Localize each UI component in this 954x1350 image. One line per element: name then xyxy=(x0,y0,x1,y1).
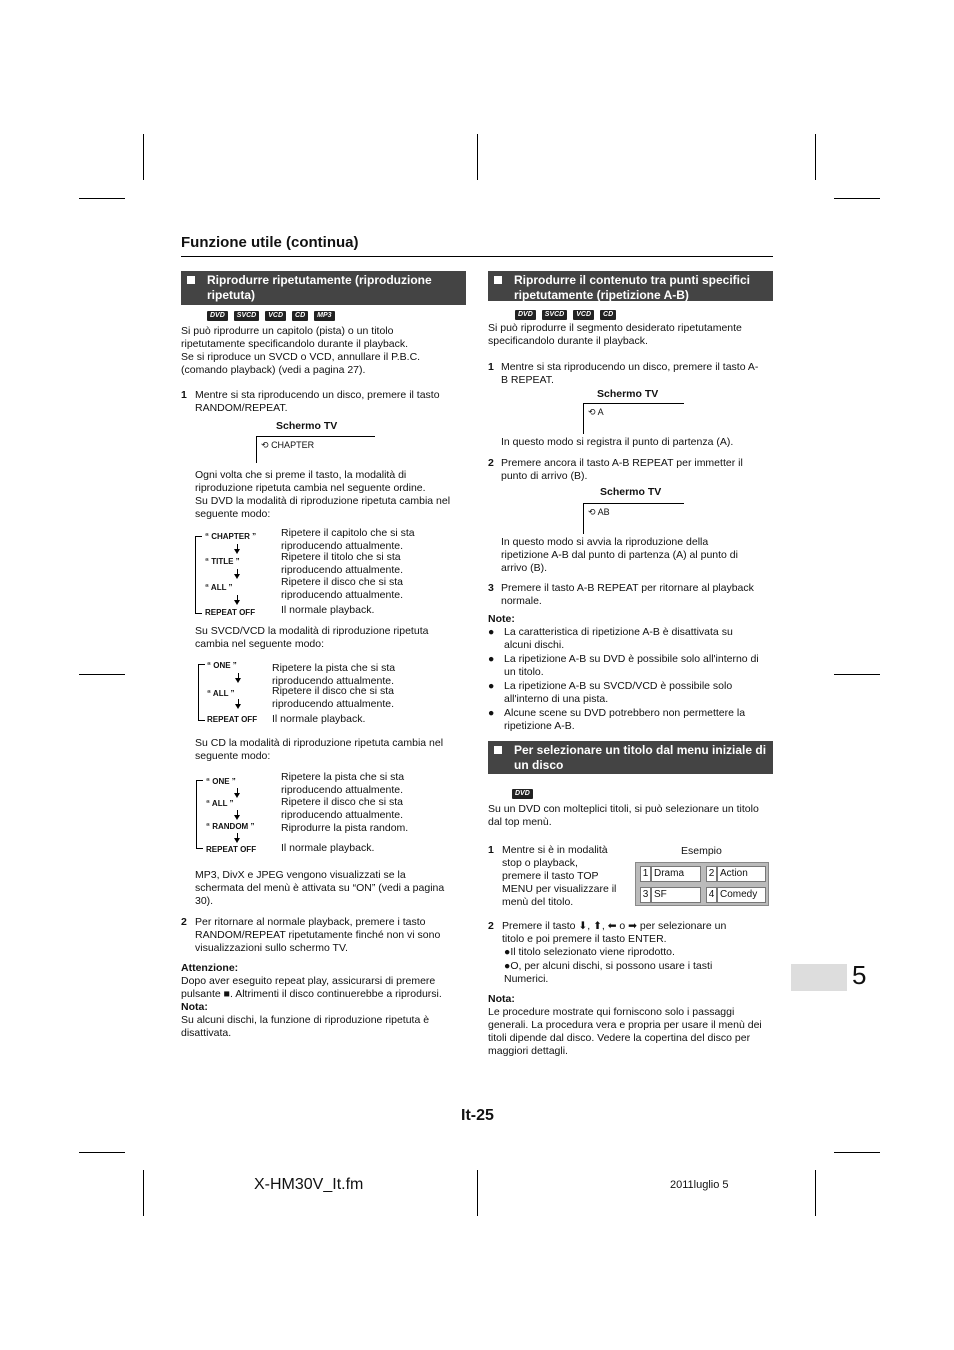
dvd-badge: DVD xyxy=(515,310,536,320)
mode-label: “ ONE ” xyxy=(207,661,237,670)
note-item: La ripetizione A-B su SVCD/VCD è possibile solo all'interno di una pista. xyxy=(504,680,733,705)
menu-title-item[interactable]: Action xyxy=(717,866,766,882)
cd-badge: CD xyxy=(292,311,308,321)
bullet-icon: ● xyxy=(488,680,495,692)
bullet-icon: ● xyxy=(488,707,495,719)
mode-label: “ RANDOM ” xyxy=(206,822,255,831)
header-rule xyxy=(181,256,773,257)
section-title: Per selezionare un titolo dal menu iniziale di un disco xyxy=(514,743,767,772)
mode-label: “ CHAPTER ” xyxy=(205,532,257,541)
down-arrow-icon xyxy=(235,704,241,709)
dvd-badge: DVD xyxy=(207,311,228,321)
mp3-badge: MP3 xyxy=(314,311,334,321)
page-title: Funzione utile (continua) xyxy=(181,234,359,251)
cycle-loop xyxy=(198,664,205,721)
footer-filename: X-HM30V_It.fm xyxy=(254,1176,364,1193)
down-arrow-icon xyxy=(234,574,240,579)
mode-desc: Il normale playback. xyxy=(281,604,375,616)
step-text: Per ritornare al normale playback, premere i tasto RANDOM/REPEAT ripetutamente finché non vi sono visualizzazioni sullo schermo TV. xyxy=(195,916,441,954)
disc-badges xyxy=(207,311,335,321)
vcd-badge: VCD xyxy=(573,310,594,320)
crop-mark xyxy=(143,1170,144,1216)
mode-label: REPEAT OFF xyxy=(205,608,256,617)
mode-label: REPEAT OFF xyxy=(207,715,258,724)
note-item: La ripetizione A-B su DVD è possibile solo all'interno di un titolo. xyxy=(504,653,759,678)
svcd-badge: SVCD xyxy=(542,310,567,320)
step-number: 1 xyxy=(181,389,187,401)
step-text: Mentre si sta riproducendo un disco, premere il tasto RANDOM/REPEAT. xyxy=(195,389,440,414)
screen-text: A xyxy=(597,407,604,417)
after-screen-text: In questo modo si avvia la riproduzione della ripetizione A-B dal punto di partenza (A) al punto di arrivo (B). xyxy=(501,536,738,574)
nota-text: Le procedure mostrate qui forniscono solo i passaggi generali. La procedura vera e propria per usare il menù dei titoli dipende dal disco. Vedere la copertina del disco per maggiori dettagli. xyxy=(488,1006,762,1057)
menu-number: 4 xyxy=(706,887,717,903)
tv-screen xyxy=(583,403,684,434)
bullet-icon: ● xyxy=(488,653,495,665)
menu-title-item[interactable]: Drama xyxy=(651,866,701,882)
title-menu-example xyxy=(635,862,769,906)
menu-title-item[interactable]: SF xyxy=(651,887,701,903)
mode-label: “ TITLE ” xyxy=(205,557,240,566)
note-title: Nota: xyxy=(181,1001,208,1013)
mode-desc: Il normale playback. xyxy=(272,713,366,725)
intro-text: Si può riprodurre il segmento desiderato ripetutamente specificandolo durante il playback. xyxy=(488,322,742,347)
step-number: 2 xyxy=(488,920,494,932)
section-header-repeat xyxy=(181,271,466,305)
down-arrow-icon xyxy=(234,600,240,605)
menu-title-item[interactable]: Comedy xyxy=(717,887,766,903)
mp3-note: MP3, DivX e JPEG vengono visualizzati se la schermata del menù è attivata su “ON” (vedi a pagina 30). xyxy=(195,869,445,907)
step-text: Premere il tasto A-B REPEAT per ritornare al playback normale. xyxy=(501,582,754,607)
step-text: Mentre si è in modalità stop o playback, premere il tasto TOP MENU per visualizzare il menù del titolo. xyxy=(502,844,617,908)
repeat-icon: ⟲ xyxy=(588,507,596,517)
screen-label: Schermo TV xyxy=(276,420,338,432)
mode-desc: Riprodurre la pista random. xyxy=(281,822,409,834)
disc-badges xyxy=(512,789,533,799)
note-text: Su alcuni dischi, la funzione di riproduzione ripetuta è disattivata. xyxy=(181,1014,430,1039)
crop-mark xyxy=(79,198,125,199)
step-text: Premere ancora il tasto A-B REPEAT per immetter il punto di arrivo (B). xyxy=(501,457,743,482)
mode-desc: Ripetere la pista che si sta riproducendo attualmente. xyxy=(281,771,405,796)
crop-mark xyxy=(815,1170,816,1216)
svcd-intro: Su SVCD/VCD la modalità di riproduzione ripetuta cambia nel seguente modo: xyxy=(195,625,429,650)
mode-desc: Ripetere il capitolo che si sta riproducendo attualmente. xyxy=(281,527,415,552)
crop-mark xyxy=(79,1152,125,1153)
tv-screen xyxy=(583,503,684,534)
screen-text: AB xyxy=(597,507,610,517)
after-screen-text: In questo modo si registra il punto di partenza (A). xyxy=(501,436,734,448)
vcd-badge: VCD xyxy=(265,311,286,321)
screen-label: Schermo TV xyxy=(600,486,662,498)
cd-badge: CD xyxy=(600,310,616,320)
menu-number: 3 xyxy=(640,887,651,903)
section-header-title-menu xyxy=(488,741,773,774)
square-bullet-icon xyxy=(494,276,502,284)
cycle-loop xyxy=(195,536,202,614)
step-bullet: ●Il titolo selezionato viene riprodotto. xyxy=(504,946,675,958)
step-number: 1 xyxy=(488,844,494,856)
screen-label: Schermo TV xyxy=(597,388,659,400)
crop-mark xyxy=(834,198,880,199)
down-arrow-icon xyxy=(234,838,240,843)
repeat-icon: ⟲ xyxy=(261,440,269,450)
menu-number: 1 xyxy=(640,866,651,882)
step-bullet: ●O, per alcuni dischi, si possono usare i tasti Numerici. xyxy=(504,960,713,985)
square-bullet-icon xyxy=(494,746,502,754)
crop-mark xyxy=(79,674,125,675)
chapter-tab xyxy=(791,964,847,991)
crop-mark xyxy=(815,134,816,180)
step-number: 2 xyxy=(181,916,187,928)
cd-intro: Su CD la modalità di riproduzione ripetuta cambia nel seguente modo: xyxy=(195,737,444,762)
repeat-icon: ⟲ xyxy=(588,407,596,417)
disc-badges xyxy=(515,310,616,320)
step-number: 1 xyxy=(488,361,494,373)
tv-screen xyxy=(256,436,375,463)
notes-title: Note: xyxy=(488,613,515,625)
bullet-icon: ● xyxy=(488,626,495,638)
step-number: 2 xyxy=(488,457,494,469)
crop-mark xyxy=(477,1170,478,1216)
section-header-ab-repeat xyxy=(488,271,773,301)
section-title: Riprodurre il contenuto tra punti specifici ripetutamente (ripetizione A-B) xyxy=(514,273,751,302)
after-screen-text: Ogni volta che si preme il tasto, la modalità di riproduzione ripetuta cambia nel seguente ordine. Su DVD la modalità di riproduzione ripetuta cambia nel seguente modo: xyxy=(195,469,451,520)
mode-label: “ ALL ” xyxy=(206,799,234,808)
crop-mark xyxy=(834,674,880,675)
footer-date: 2011luglio 5 xyxy=(670,1179,729,1191)
step-text: Mentre si sta riproducendo un disco, premere il tasto A- B REPEAT. xyxy=(501,361,759,386)
mode-desc: Ripetere il disco che si sta riproducendo attualmente. xyxy=(272,685,394,710)
svcd-badge: SVCD xyxy=(234,311,259,321)
down-arrow-icon xyxy=(235,678,241,683)
square-bullet-icon xyxy=(187,276,195,284)
down-arrow-icon xyxy=(234,793,240,798)
note-item: Alcune scene su DVD potrebbero non permettere la ripetizione A-B. xyxy=(504,707,746,732)
attention-title: Attenzione: xyxy=(181,962,239,974)
mode-label: “ ONE ” xyxy=(206,777,236,786)
mode-label: “ ALL ” xyxy=(205,583,233,592)
screen-text: CHAPTER xyxy=(271,440,315,450)
example-label: Esempio xyxy=(681,845,722,857)
down-arrow-icon xyxy=(234,815,240,820)
crop-mark xyxy=(834,1152,880,1153)
mode-desc: Ripetere la pista che si sta riproducendo attualmente. xyxy=(272,662,396,687)
step-number: 3 xyxy=(488,582,494,594)
attention-text: Dopo aver eseguito repeat play, assicurarsi di premere pulsante ■. Altrimenti il disco continuerebbe a riprodursi. xyxy=(181,975,442,1000)
crop-mark xyxy=(477,134,478,180)
crop-mark xyxy=(143,134,144,180)
intro-text: Si può riprodurre un capitolo (pista) o un titolo ripetutamente specificandolo durante il playback. Se si riproduce un SVCD o VCD, annullare il P.B.C. (comando playback) (vedi a pagina 27). xyxy=(181,325,421,376)
nota-title: Nota: xyxy=(488,993,515,1005)
down-arrow-icon xyxy=(234,549,240,554)
cycle-loop xyxy=(196,780,203,849)
mode-desc: Ripetere il disco che si sta riproducendo attualmente. xyxy=(281,576,403,601)
dvd-badge: DVD xyxy=(512,789,533,799)
section-title: Riprodurre ripetutamente (riproduzione ripetuta) xyxy=(207,273,432,302)
mode-desc: Ripetere il disco che si sta riproducendo attualmente. xyxy=(281,796,403,821)
step-text: Premere il tasto ⬇, ⬆, ⬅ o ➡ per selezionare un titolo e poi premere il tasto ENTER. xyxy=(502,920,727,945)
intro-text: Su un DVD con molteplici titoli, si può selezionare un titolo dal top menù. xyxy=(488,803,759,828)
menu-number: 2 xyxy=(706,866,717,882)
chapter-number: 5 xyxy=(852,960,867,990)
mode-desc: Ripetere il titolo che si sta riproducendo attualmente. xyxy=(281,551,403,576)
mode-label: REPEAT OFF xyxy=(206,845,257,854)
mode-label: “ ALL ” xyxy=(207,689,235,698)
mode-desc: Il normale playback. xyxy=(281,842,375,854)
note-item: La caratteristica di ripetizione A-B è disattivata su alcuni dischi. xyxy=(504,626,733,651)
page-number: It-25 xyxy=(461,1107,494,1124)
